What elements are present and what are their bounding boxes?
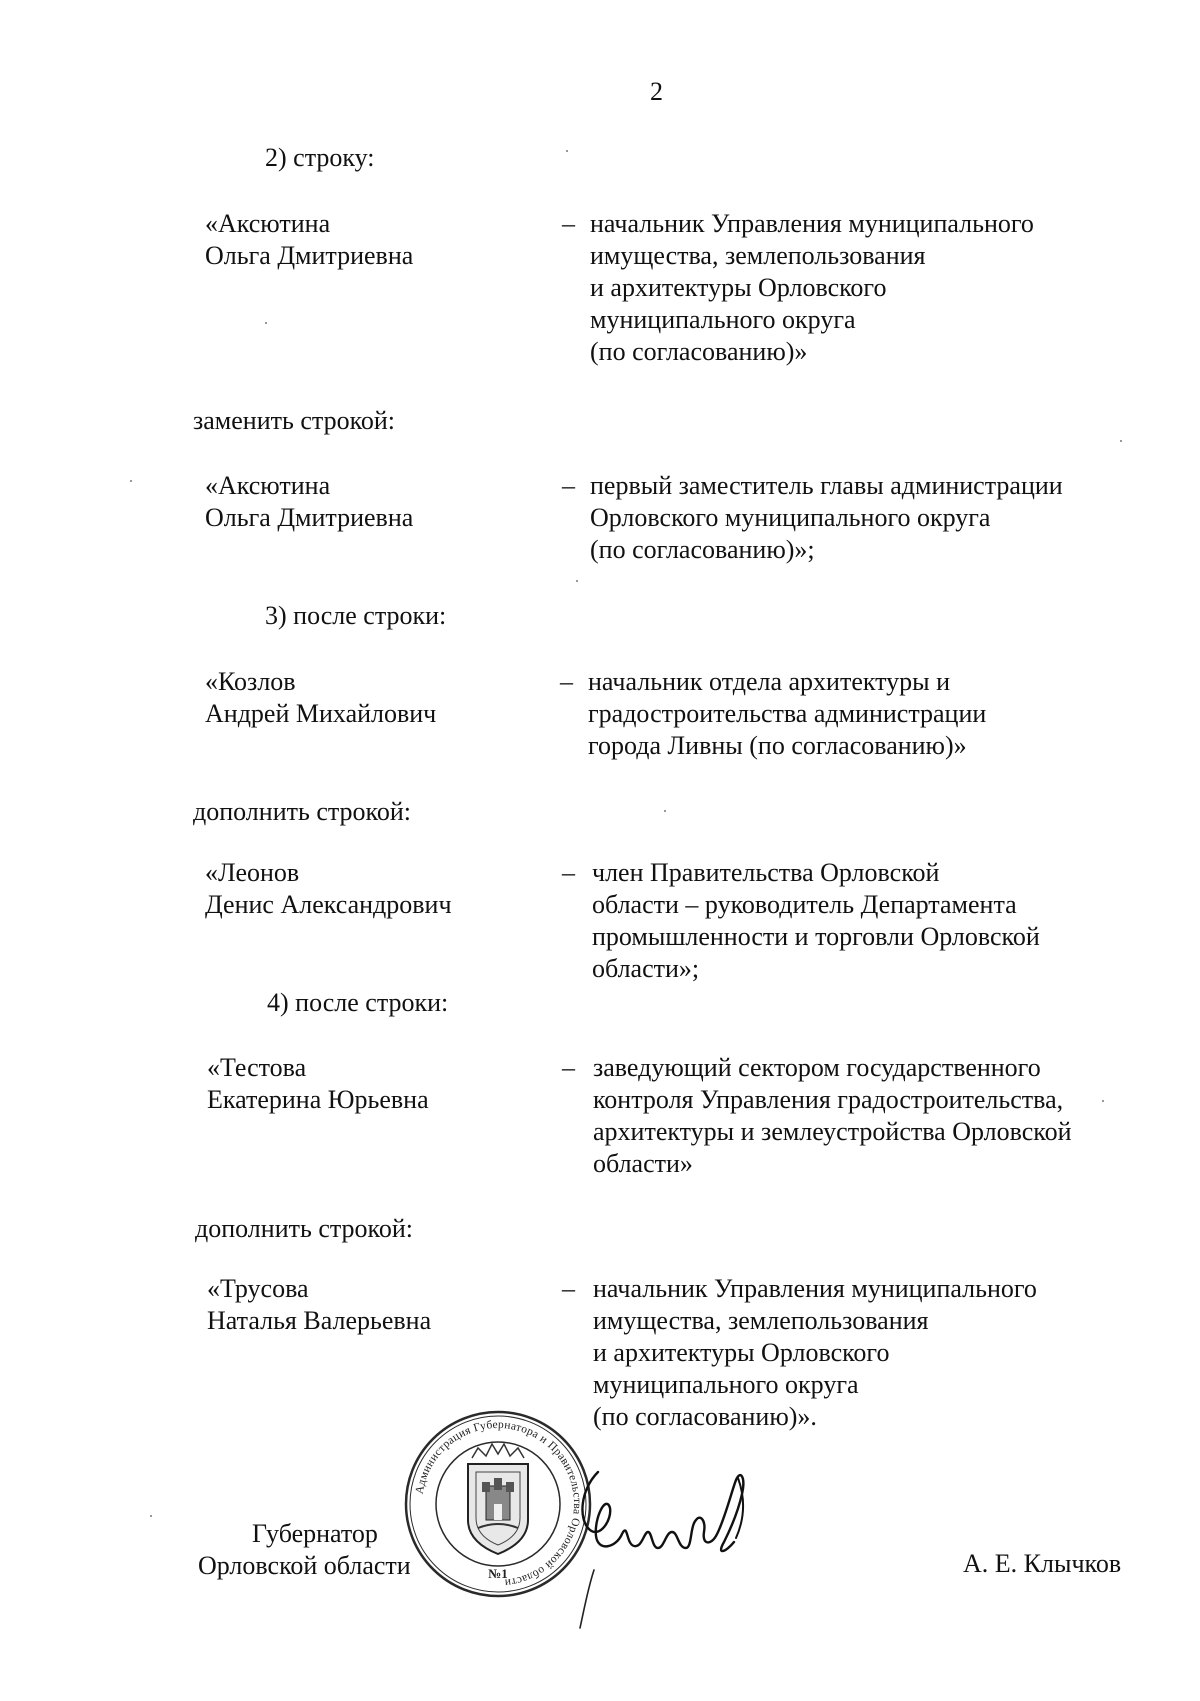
scan-speck bbox=[1102, 1100, 1104, 1102]
entry-position-line: Орловского муниципального округа bbox=[590, 503, 991, 532]
item-4-heading: 4) после строки: bbox=[267, 988, 449, 1017]
entry-position-line: области» bbox=[593, 1149, 693, 1178]
page-number: 2 bbox=[650, 77, 663, 106]
entry-dash: – bbox=[562, 858, 575, 887]
entry-name-line1: «Аксютина bbox=[205, 209, 331, 238]
entry-name-line2: Денис Александрович bbox=[205, 890, 452, 919]
entry-name-line2: Ольга Дмитриевна bbox=[205, 241, 414, 270]
entry-position-line: муниципального округа bbox=[590, 305, 856, 334]
entry-position-line: заведующий сектором государственного bbox=[593, 1053, 1041, 1082]
entry-dash: – bbox=[562, 1053, 575, 1082]
entry-dash: – bbox=[560, 667, 573, 696]
entry-dash: – bbox=[562, 471, 575, 500]
scan-speck bbox=[1120, 440, 1122, 442]
entry-name-line1: «Аксютина bbox=[205, 471, 331, 500]
entry-dash: – bbox=[562, 209, 575, 238]
coat-of-arms-icon bbox=[468, 1444, 528, 1554]
entry-position-line: муниципального округа bbox=[593, 1370, 859, 1399]
entry-name-line2: Ольга Дмитриевна bbox=[205, 503, 414, 532]
entry-position-line: имущества, землепользования bbox=[590, 241, 926, 270]
entry-position-line: имущества, землепользования bbox=[593, 1306, 929, 1335]
item-3-heading: 3) после строки: bbox=[265, 601, 447, 630]
entry-name-line2: Екатерина Юрьевна bbox=[207, 1085, 429, 1114]
entry-position-line: градостроительства администрации bbox=[588, 699, 987, 728]
item-2-heading: 2) строку: bbox=[265, 143, 375, 172]
entry-position-line: и архитектуры Орловского bbox=[593, 1338, 890, 1367]
entry-position-line: начальник отдела архитектуры и bbox=[588, 667, 951, 696]
entry-dash: – bbox=[562, 1274, 575, 1303]
scan-speck bbox=[130, 480, 132, 482]
entry-name-line1: «Тестова bbox=[207, 1053, 307, 1082]
entry-position-line: области»; bbox=[592, 954, 700, 983]
scan-speck bbox=[566, 150, 568, 152]
entry-position-line: области – руководитель Департамента bbox=[592, 890, 1017, 919]
stamp-number: №1 bbox=[488, 1566, 508, 1581]
entry-position-line: (по согласованию)»; bbox=[590, 535, 815, 564]
signatory-title-line1: Губернатор bbox=[252, 1519, 378, 1548]
entry-position-line: архитектуры и землеустройства Орловской bbox=[593, 1117, 1072, 1146]
add-label: дополнить строкой: bbox=[193, 797, 411, 826]
scan-speck bbox=[265, 322, 267, 324]
entry-name-line1: «Леонов bbox=[205, 858, 300, 887]
scan-speck bbox=[576, 580, 578, 582]
entry-position-line: и архитектуры Орловского bbox=[590, 273, 887, 302]
scan-speck bbox=[664, 810, 666, 812]
signatory-title-line2: Орловской области bbox=[198, 1551, 411, 1580]
entry-name-line1: «Трусова bbox=[207, 1274, 309, 1303]
entry-position-line: (по согласованию)» bbox=[590, 337, 808, 366]
scan-speck bbox=[150, 1515, 152, 1517]
entry-name-line2: Андрей Михайлович bbox=[205, 699, 437, 728]
replace-label: заменить строкой: bbox=[193, 406, 396, 435]
entry-position-line: промышленности и торговли Орловской bbox=[592, 922, 1040, 951]
add-label: дополнить строкой: bbox=[195, 1214, 413, 1243]
entry-name-line2: Наталья Валерьевна bbox=[207, 1306, 432, 1335]
entry-name-line1: «Козлов bbox=[205, 667, 296, 696]
entry-position-line: контроля Управления градостроительства, bbox=[593, 1085, 1064, 1114]
entry-position-line: города Ливны (по согласованию)» bbox=[588, 731, 967, 760]
entry-position-line: член Правительства Орловской bbox=[592, 858, 940, 887]
entry-position-line: первый заместитель главы администрации bbox=[590, 471, 1063, 500]
handwritten-signature bbox=[540, 1460, 780, 1630]
signer-name: А. Е. Клычков bbox=[963, 1549, 1122, 1578]
entry-position-line: начальник Управления муниципального bbox=[590, 209, 1034, 238]
entry-position-line: начальник Управления муниципального bbox=[593, 1274, 1037, 1303]
entry-position-line: (по согласованию)». bbox=[593, 1402, 817, 1431]
stamp-ring-text: Администрация Губернатора и Правительства Орловской области bbox=[413, 1418, 584, 1589]
